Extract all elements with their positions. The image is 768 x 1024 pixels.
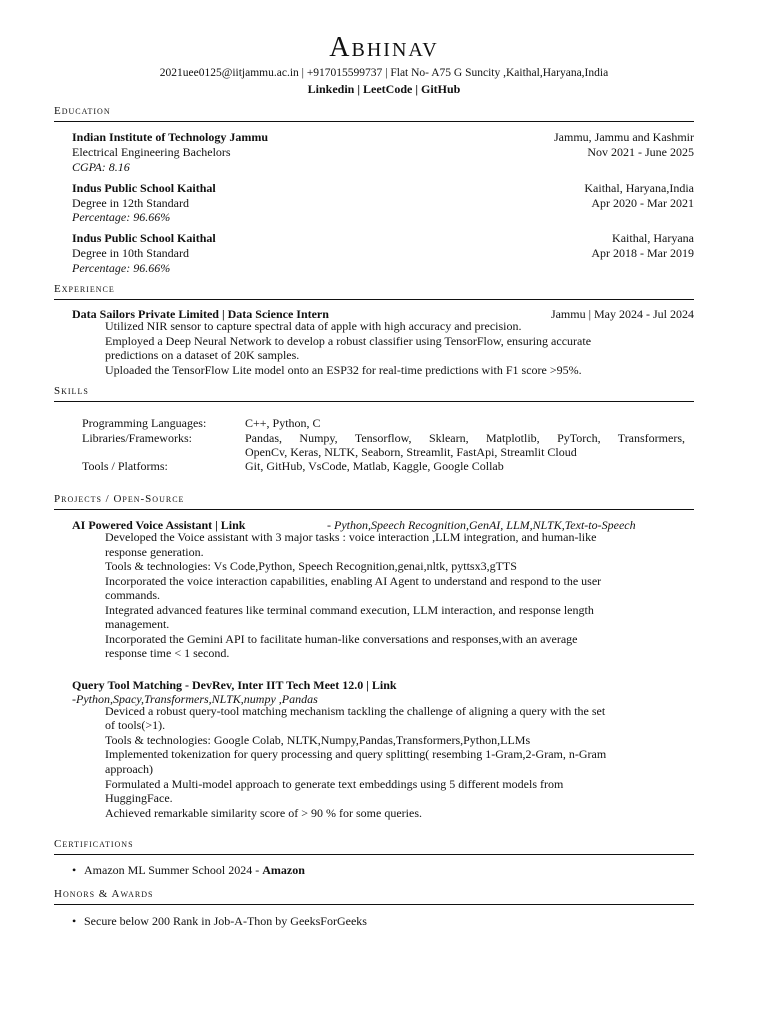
skill-values: OpenCv, Keras, NLTK, Seaborn, Streamlit, FastApi, Streamlit Cloud <box>245 445 577 459</box>
section-heading-projects: Projects / Open-Source <box>54 493 185 505</box>
project-line: Incorporated the Gemini API to facilitate human-like conversations and responses,with an average <box>105 632 578 646</box>
bullet-icon: • <box>72 914 77 928</box>
project-line: Tools & technologies: Vs Code,Python, Speech Recognition,genai,nltk, pyttsx3,gTTS <box>105 559 517 573</box>
skill-label: Tools / Platforms: <box>82 459 168 473</box>
certification-text: Amazon ML Summer School 2024 - <box>84 863 263 877</box>
education-school: Indus Public School Kaithal <box>72 231 216 245</box>
honor-item: Secure below 200 Rank in Job-A-Thon by GeeksForGeeks <box>84 914 367 928</box>
project-line: Incorporated the voice interaction capabilities, enabling AI Agent to understand and respond to the user <box>105 574 602 588</box>
project-line: Implemented tokenization for query processing and query splitting( resembing 1-Gram,2-Gram, n-Gram <box>105 747 607 761</box>
education-score: CGPA: 8.16 <box>72 160 130 174</box>
education-dates: Nov 2021 - June 2025 <box>587 145 694 159</box>
section-divider <box>54 854 694 855</box>
skill-values: Git, GitHub, VsCode, Matlab, Kaggle, Google Collab <box>245 459 504 473</box>
link-separator: | <box>354 82 363 96</box>
section-heading-experience: Experience <box>54 283 115 295</box>
project-line: Achieved remarkable similarity score of > 90 % for some queries. <box>105 806 422 820</box>
education-school: Indus Public School Kaithal <box>72 181 216 195</box>
profile-links <box>0 82 768 97</box>
project-line: Integrated advanced features like terminal command execution, LLM interaction, and response length <box>105 603 594 617</box>
project-line: Tools & technologies: Google Colab, NLTK,Numpy,Pandas,Transformers,Python,LLMs <box>105 733 531 747</box>
project-line: HuggingFace. <box>105 791 173 805</box>
github-link[interactable]: GitHub <box>420 82 461 96</box>
linkedin-link[interactable]: Linkedin <box>307 82 355 96</box>
project-line: response time < 1 second. <box>105 646 230 660</box>
project-line: of tools(>1). <box>105 718 166 732</box>
section-divider <box>54 299 694 300</box>
section-divider <box>54 904 694 905</box>
education-score: Percentage: 96.66% <box>72 261 171 275</box>
section-divider <box>54 401 694 402</box>
project-line: commands. <box>105 588 160 602</box>
link-separator: | <box>412 82 421 96</box>
project-line: Formulated a Multi-model approach to generate text embeddings using 5 different models from <box>105 777 564 791</box>
experience-line: Utilized NIR sensor to capture spectral data of apple with high accuracy and precision. <box>105 319 522 333</box>
project-title[interactable]: AI Powered Voice Assistant | Link <box>72 518 246 532</box>
section-heading-honors: Honors & Awards <box>54 888 154 900</box>
section-heading-education: Education <box>54 105 111 117</box>
education-school: Indian Institute of Technology Jammu <box>72 130 269 144</box>
education-score: Percentage: 96.66% <box>72 210 171 224</box>
experience-title: Data Sailors Private Limited | Data Science Intern <box>72 307 329 321</box>
experience-meta: Jammu | May 2024 - Jul 2024 <box>550 307 694 321</box>
project-tech: -Python,Spacy,Transformers,NLTK,numpy ,Pandas <box>72 692 318 706</box>
skill-label: Libraries/Frameworks: <box>82 431 192 445</box>
certification-issuer: Amazon <box>262 863 305 877</box>
section-heading-certifications: Certifications <box>54 838 134 850</box>
project-line: Developed the Voice assistant with 3 major tasks : voice interaction ,LLM integration, and human-like <box>105 530 597 544</box>
project-line: response generation. <box>105 545 204 559</box>
education-degree: Degree in 12th Standard <box>72 196 189 210</box>
certification-item <box>84 863 305 878</box>
skill-label: Programming Languages: <box>82 416 207 430</box>
candidate-name: Abhinav <box>329 32 439 63</box>
education-location: Kaithal, Haryana <box>612 231 694 245</box>
education-location: Jammu, Jammu and Kashmir <box>554 130 694 144</box>
skill-values: C++, Python, C <box>245 416 321 430</box>
project-tech: - Python,Speech Recognition,GenAI, LLM,NLTK,Text-to-Speech <box>327 518 636 532</box>
education-dates: Apr 2018 - Mar 2019 <box>591 246 694 260</box>
project-line: Deviced a robust query-tool matching mechanism tackling the challenge of aligning a query with the set <box>105 704 606 718</box>
education-dates: Apr 2020 - Mar 2021 <box>591 196 694 210</box>
education-location: Kaithal, Haryana,India <box>584 181 694 195</box>
skill-values: Pandas, Numpy, Tensorflow, Sklearn, Matplotlib, PyTorch, Transformers, <box>245 431 685 445</box>
section-heading-skills: Skills <box>54 385 89 397</box>
project-line: approach) <box>105 762 153 776</box>
experience-line: Uploaded the TensorFlow Lite model onto an ESP32 for real-time predictions with F1 score >95%. <box>105 363 582 377</box>
contact-line: 2021uee0125@iitjammu.ac.in | +917015599737 | Flat No- A75 G Suncity ,Kaithal,Haryana,India <box>159 67 609 79</box>
section-divider <box>54 121 694 122</box>
project-line: management. <box>105 617 170 631</box>
section-divider <box>54 509 694 510</box>
education-degree: Degree in 10th Standard <box>72 246 189 260</box>
project-title[interactable]: Query Tool Matching - DevRev, Inter IIT Tech Meet 12.0 | Link <box>72 678 397 692</box>
experience-line: Employed a Deep Neural Network to develop a robust classifier using TensorFlow, ensuring accurate <box>105 334 592 348</box>
experience-line: predictions on a dataset of 20K samples. <box>105 348 300 362</box>
leetcode-link[interactable]: LeetCode <box>363 82 413 96</box>
education-degree: Electrical Engineering Bachelors <box>72 145 231 159</box>
bullet-icon: • <box>72 863 77 877</box>
